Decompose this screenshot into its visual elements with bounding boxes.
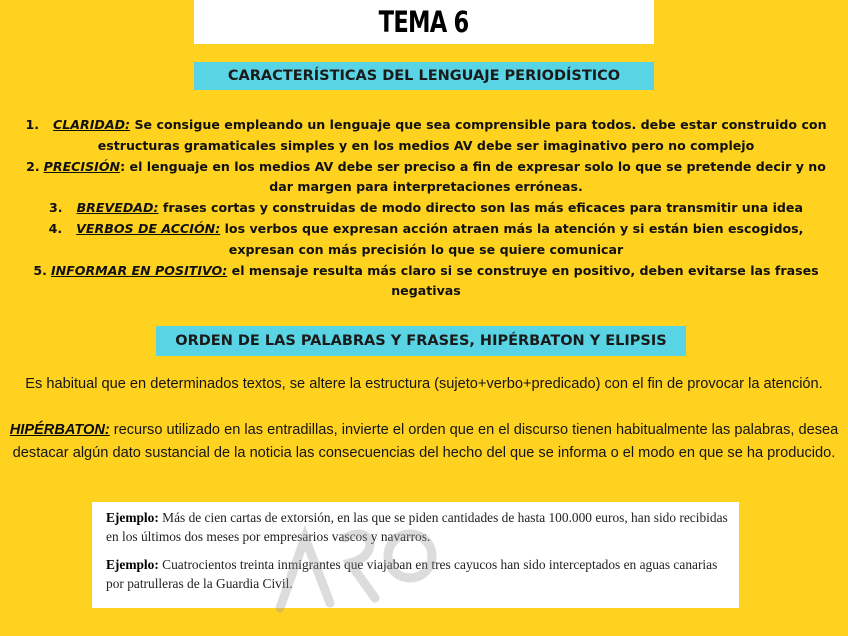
list-item-precision [14, 157, 838, 199]
item-text: : el lenguaje en los medios AV debe ser preciso a fin de expresar solo lo que se pretende decir y no dar margen para interpretaciones erróneas. [120, 158, 826, 195]
list-number: 1. [25, 117, 39, 132]
term-informar: INFORMAR EN POSITIVO: [50, 262, 228, 278]
paragraph-estructura: Es habitual que en determinados textos, se altere la estructura (sujeto+verbo+predicado) con el fin de provocar la atención. [25, 376, 823, 392]
list-number: 4. [48, 220, 63, 236]
example-label: Ejemplo: [106, 510, 159, 525]
paragraph-hiperbaton [6, 419, 842, 464]
list-number: 3. [49, 200, 63, 216]
list-item-verbos [14, 219, 838, 261]
example-1 [106, 508, 729, 546]
item-text: frases cortas y construidas de modo directo son las más eficaces para transmitir una idea [158, 200, 803, 216]
example-label: Ejemplo: [106, 557, 159, 572]
example-box [92, 502, 739, 608]
example-text: Cuatrocientos treinta inmigrantes que viajaban en tres cayucos han sido interceptados en aguas canarias por patrulleras de la Guardia Civil. [106, 557, 718, 591]
term-verbos: VERBOS DE ACCIÓN: [76, 220, 221, 236]
list-item-informar [14, 261, 838, 303]
section-heading-characteristics: CARACTERÍSTICAS DEL LENGUAJE PERIODÍSTICO [194, 62, 654, 90]
item-text: los verbos que expresan acción atraen más la atención y si están bien escogidos, expresan con más precisión lo que se quiere comunicar [220, 220, 804, 257]
page-title: TEMA 6 [379, 5, 469, 39]
term-precision: PRECISIÓN [43, 158, 121, 174]
term-brevedad: BREVEDAD: [76, 200, 159, 216]
example-text: Más de cien cartas de extorsión, en las que se piden cantidades de hasta 100.000 euros, han sido recibidas en los últimos dos meses por empresarios vascos y navarros. [106, 510, 728, 544]
list-item-claridad [14, 115, 838, 157]
section-heading-orden: ORDEN DE LAS PALABRAS Y FRASES, HIPÉRBATON Y ELIPSIS [156, 326, 686, 356]
hiperbaton-text: recurso utilizado en las entradillas, invierte el orden que en el discurso tienen habitualmente las palabras, desea destacar algún dato sustancial de la noticia las consecuencias del hecho del que se informa o el modo en que se ha producido. [12, 422, 839, 461]
item-text: el mensaje resulta más claro si se construye en positivo, deben evitarse las frases negativas [227, 262, 819, 299]
term-claridad: CLARIDAD: [53, 117, 131, 132]
list-number: 5. [33, 262, 47, 278]
list-number: 2. [26, 158, 40, 174]
characteristics-list [14, 115, 838, 302]
item-text: Se consigue empleando un lenguaje que sea comprensible para todos. debe estar construido con estructuras gramaticales simples y en los medios AV debe ser imaginativo pero no complejo [97, 117, 827, 153]
term-hiperbaton: HIPÉRBATON: [9, 422, 110, 438]
title-box [194, 0, 654, 44]
example-2 [106, 555, 729, 593]
list-item-brevedad [14, 198, 838, 219]
